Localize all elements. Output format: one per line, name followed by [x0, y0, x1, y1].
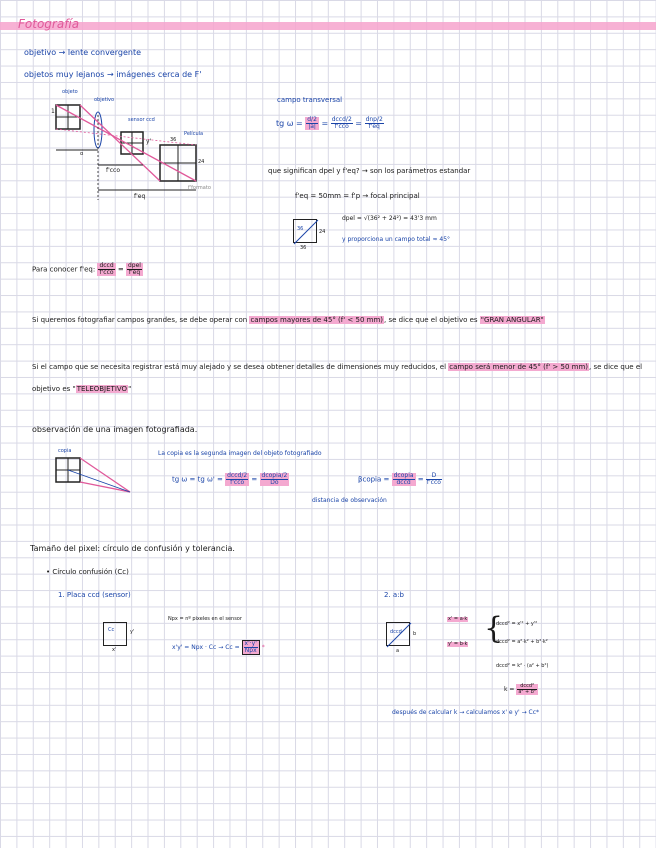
label-1: 1	[51, 108, 55, 115]
campo-frac-3: $\frac{\text{dnp/2}}{f'eq}$	[365, 116, 383, 130]
obs-eq2: βcopia =	[358, 475, 390, 484]
ratio-box-b: b	[413, 631, 417, 637]
observacion-heading: observación de una imagen fotografiada.	[32, 425, 198, 434]
para1-gran-angular: "GRAN ANGULAR"	[480, 316, 544, 324]
observacion-formula-1: tg ω = tg ω' = $\frac{\text{dccd/2}}{\text{f'cco}}$ = $\frac{\text{dcopia/2}}{Do}$	[172, 472, 288, 486]
distancia-observacion: distancia de observación	[312, 497, 387, 504]
page-title: Fotografía	[18, 17, 80, 31]
tamano-sub-2: 2. a:b	[384, 591, 404, 599]
cc-star: *	[261, 644, 265, 651]
conocer-eq: =	[117, 265, 124, 274]
para2-teleobjetivo: TELEOBJETIVO	[76, 385, 128, 393]
campo-frac-2: $\frac{\text{dccd/2}}{\text{f'cco}}$	[331, 116, 352, 130]
obs-frac-d: $\frac{D}{\text{f'cco}}$	[426, 472, 441, 486]
conocer-frac-2: $\frac{\text{dpel}}{f'eq}$	[128, 262, 141, 276]
label-fcco: f'cco	[106, 167, 121, 174]
para2-b: , se dice que el objetivo es "	[32, 363, 643, 393]
final-line: después de calcular k → calculamos x' e y' → Cc*	[392, 709, 540, 716]
intro-line-2: objetos muy lejanos → imágenes cerca de F'	[24, 70, 202, 79]
tamano-bullet: • Círculo confusión (Cc)	[46, 568, 129, 576]
xa-line: x' = a·k	[448, 616, 468, 622]
k-lhs: k =	[504, 686, 515, 693]
para2-highlight: campo será menor de 45° (f' > 50 mm)	[449, 363, 589, 371]
obs-eq1: tg ω = tg ω' =	[172, 475, 223, 484]
campo-frac-1: $\frac{d/2}{|a|}$	[307, 116, 317, 130]
label-objeto: objeto	[62, 89, 78, 95]
para2-c: "	[128, 385, 132, 393]
format-box-24: 24	[319, 229, 326, 235]
sensor-box-x: x'	[112, 647, 117, 653]
k-formula	[504, 684, 538, 695]
ratio-box-label: dccd	[390, 629, 402, 635]
question-line: que significan dpel y f'eq? → son los parámetros estandar	[268, 167, 471, 175]
label-pelicula: Película	[184, 131, 204, 137]
observacion-note: La copia es la segunda imagen del objeto fotografiado	[158, 450, 322, 457]
obs-frac-a: $\frac{\text{dccd/2}}{\text{f'cco}}$	[227, 472, 248, 486]
label-objetivo: objetivo	[94, 97, 115, 103]
para2-a: Si el campo que se necesita registrar está muy alejado y se desea obtener detalles de dimensiones muy reducidos, el	[32, 363, 447, 371]
para1-b: , se dice que el objetivo es	[384, 316, 478, 324]
dpel-line: dpel = √(36² + 24²) = 43'3 mm	[342, 215, 437, 222]
obs-frac-c: $\frac{\text{dcopia}}{\text{dccd}}$	[393, 472, 414, 486]
cc-frac: $\frac{x'\cdot y'}{\text{Npx}}$	[242, 640, 260, 655]
label-sensor: sensor ccd	[128, 117, 155, 123]
obs-eqsign: =	[417, 475, 424, 484]
campo-formula: tg ω = $\frac{d/2}{|a|}$ = $\frac{\text{dccd/2}}{\text{f'cco}}$ = $\frac{\text{dnp/2}}{f'eq}$	[276, 116, 383, 130]
sensor-box-cc: Cc	[108, 627, 115, 633]
label-formato: f'formato	[188, 185, 211, 191]
para1-a: Si queremos fotografiar campos grandes, se debe operar con	[32, 316, 248, 324]
obs-frac-b: $\frac{\text{dcopia/2}}{Do}$	[261, 472, 288, 486]
label-copia: copia	[58, 448, 72, 454]
k-frac: $\frac{\text{dccd²}}{\text{a² + b²}}$	[518, 683, 536, 695]
ratio-box-a: a	[396, 648, 400, 654]
observacion-formula-2	[358, 473, 442, 486]
sensor-box-y: y'	[130, 629, 135, 635]
intro-line-1: objetivo → lente convergente	[24, 48, 142, 57]
sensor-box	[103, 622, 127, 646]
label-alpha: α	[80, 151, 84, 157]
eq-left: x'y' = Npx · Cc	[172, 644, 217, 651]
conocer-frac-1: $\frac{\text{dccd}}{\text{f'cco}}$	[99, 262, 114, 276]
tamano-heading: Tamaño del pixel: círculo de confusión y tolerancia.	[30, 544, 235, 553]
relation-1: dccd² = x'² + y'²	[496, 621, 538, 627]
tamano-sub-1: 1. Placa ccd (sensor)	[58, 591, 131, 599]
label-y-prime: y'	[146, 138, 152, 145]
npx-note: Npx = nº pixeles en el sensor	[168, 616, 242, 622]
campo-heading: campo transversal	[277, 96, 343, 104]
relation-2: dccd² = a²·k² + b²·k²	[496, 639, 548, 645]
format-box-36: 36	[297, 226, 304, 232]
proporciona-line: y proporciona un campo total ≈ 45°	[342, 236, 451, 243]
campo-lhs: tg ω =	[276, 119, 303, 128]
label-36: 36	[170, 137, 177, 143]
cc-formula	[172, 640, 265, 655]
format-box-36-bottom: 36	[300, 245, 307, 251]
para1-highlight: campos mayores de 45° (f' < 50 mm)	[250, 316, 383, 324]
conocer-label: Para conocer f'eq:	[32, 265, 96, 274]
feq-line: f'eq = 50mm = f'p → focal principal	[295, 192, 420, 200]
label-feq: f'eq	[134, 193, 146, 200]
relation-3: dccd² = k² · (a² + b²)	[496, 663, 549, 669]
eq-arrow: →	[218, 644, 224, 651]
system-brace: {	[484, 611, 504, 646]
cc-eq: Cc =	[225, 644, 240, 651]
yb-line: y' = b·k	[448, 641, 468, 647]
ratio-box-diagonal	[387, 623, 411, 647]
label-24: 24	[198, 159, 205, 165]
